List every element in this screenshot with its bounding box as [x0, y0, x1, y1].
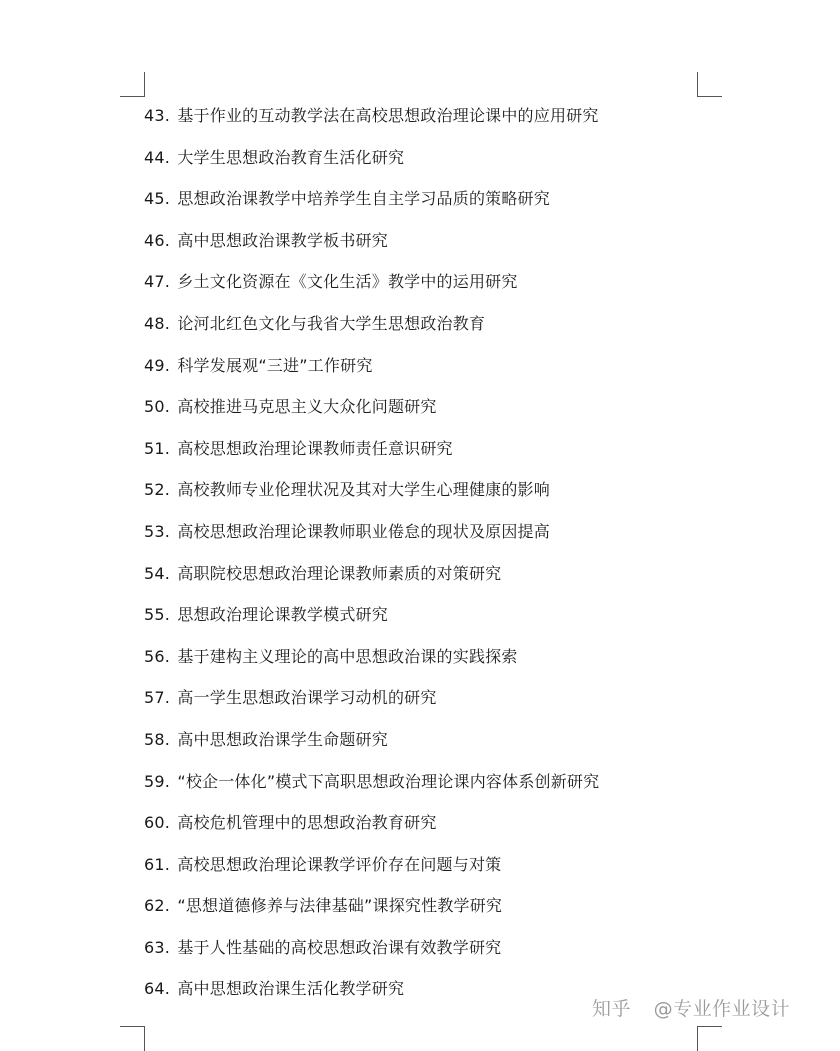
- topic-list: [144, 103, 599, 1018]
- topic-title: 高校思想政治理论课教学评价存在问题与对策: [177, 854, 502, 874]
- topic-number: 51.: [144, 438, 171, 458]
- topic-number: 56.: [144, 646, 171, 666]
- list-item: [144, 561, 599, 603]
- list-item: [144, 852, 599, 894]
- watermark-separator: [639, 998, 646, 1020]
- topic-number: 59.: [144, 771, 171, 791]
- list-item: [144, 893, 599, 935]
- topic-number: 44.: [144, 147, 171, 167]
- topic-number: 60.: [144, 813, 171, 833]
- topic-number: 63.: [144, 937, 171, 957]
- topic-number: 53.: [144, 521, 171, 541]
- list-item: [144, 727, 599, 769]
- topic-number: 50.: [144, 397, 171, 417]
- topic-number: 57.: [144, 688, 171, 708]
- crop-mark-top-right: [697, 72, 722, 97]
- topic-number: 54.: [144, 563, 171, 583]
- topic-title: 高校思想政治理论课教师职业倦怠的现状及原因提高: [177, 521, 550, 541]
- list-item: [144, 269, 599, 311]
- topic-title: 乡土文化资源在《文化生活》教学中的运用研究: [177, 272, 518, 292]
- topic-title: 科学发展观“三进”工作研究: [177, 355, 373, 375]
- list-item: [144, 810, 599, 852]
- topic-title: “校企一体化”模式下高职思想政治理论课内容体系创新研究: [177, 771, 600, 791]
- topic-title: 高中思想政治课学生命题研究: [177, 729, 388, 749]
- list-item: [144, 602, 599, 644]
- crop-mark-top-left: [120, 72, 145, 97]
- topic-title: 高职院校思想政治理论课教师素质的对策研究: [177, 563, 502, 583]
- crop-mark-bottom-left: [120, 1026, 145, 1051]
- topic-title: 高校危机管理中的思想政治教育研究: [177, 813, 437, 833]
- topic-title: 思想政治课教学中培养学生自主学习品质的策略研究: [177, 189, 550, 209]
- list-item: [144, 228, 599, 270]
- topic-title: 论河北红色文化与我省大学生思想政治教育: [177, 313, 486, 333]
- topic-title: 高校思想政治理论课教师责任意识研究: [177, 438, 453, 458]
- topic-title: 基于人性基础的高校思想政治课有效教学研究: [177, 937, 502, 957]
- topic-title: 基于建构主义理论的高中思想政治课的实践探索: [177, 646, 518, 666]
- topic-number: 64.: [144, 979, 171, 999]
- list-item: [144, 436, 599, 478]
- watermark: [592, 994, 790, 1021]
- topic-title: 大学生思想政治教育生活化研究: [177, 147, 405, 167]
- list-item: [144, 353, 599, 395]
- topic-number: 46.: [144, 230, 171, 250]
- topic-title: 高中思想政治课教学板书研究: [177, 230, 388, 250]
- list-item: [144, 685, 599, 727]
- watermark-author: @专业作业设计: [653, 998, 791, 1020]
- list-item: [144, 186, 599, 228]
- list-item: [144, 394, 599, 436]
- topic-number: 48.: [144, 313, 171, 333]
- topic-number: 49.: [144, 355, 171, 375]
- crop-mark-bottom-right: [697, 1026, 722, 1051]
- list-item: [144, 935, 599, 977]
- topic-number: 62.: [144, 896, 171, 916]
- topic-number: 55.: [144, 605, 171, 625]
- topic-title: 思想政治理论课教学模式研究: [177, 605, 388, 625]
- list-item: [144, 519, 599, 561]
- topic-number: 47.: [144, 272, 171, 292]
- list-item: [144, 477, 599, 519]
- topic-number: 52.: [144, 480, 171, 500]
- topic-title: 高一学生思想政治课学习动机的研究: [177, 688, 437, 708]
- topic-number: 45.: [144, 189, 171, 209]
- topic-title: 高中思想政治课生活化教学研究: [177, 979, 405, 999]
- topic-title: 高校教师专业伦理状况及其对大学生心理健康的影响: [177, 480, 550, 500]
- watermark-site: 知乎: [592, 998, 632, 1020]
- topic-number: 61.: [144, 854, 171, 874]
- topic-number: 43.: [144, 106, 171, 125]
- topic-number: 58.: [144, 729, 171, 749]
- list-item: [144, 976, 599, 1018]
- list-item: [144, 644, 599, 686]
- list-item: [144, 311, 599, 353]
- list-item: [144, 103, 599, 145]
- topic-title: 高校推进马克思主义大众化问题研究: [177, 397, 437, 417]
- topic-title: 基于作业的互动教学法在高校思想政治理论课中的应用研究: [177, 106, 599, 125]
- list-item: [144, 145, 599, 187]
- list-item: [144, 769, 599, 811]
- topic-title: “思想道德修养与法律基础”课探究性教学研究: [177, 896, 503, 916]
